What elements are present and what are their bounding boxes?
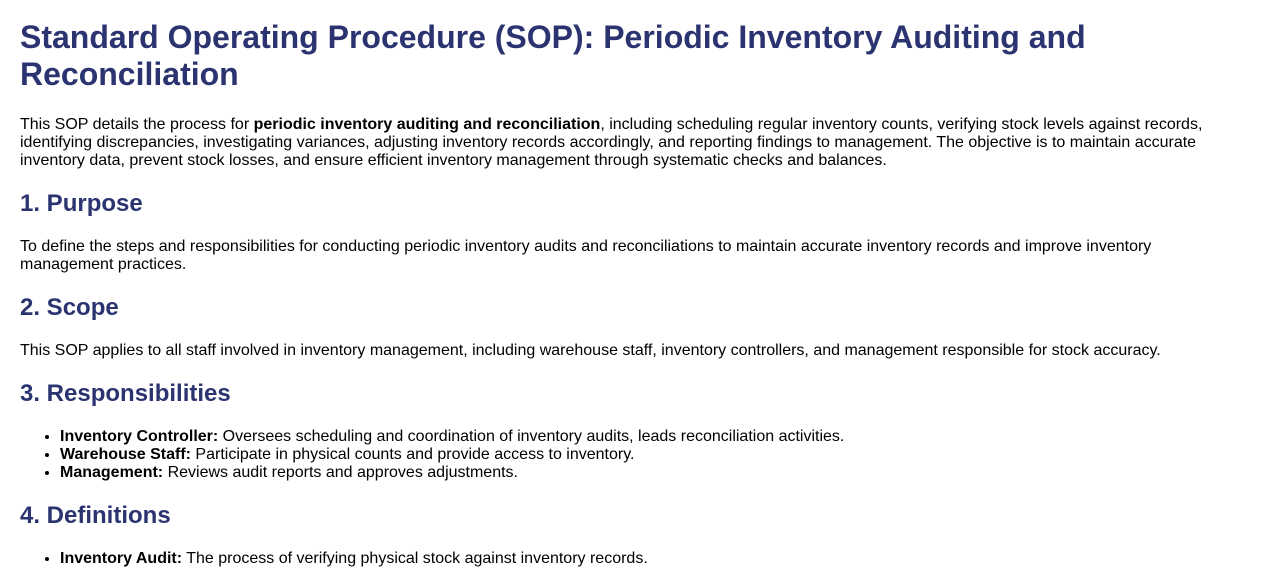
section-heading-scope: 2. Scope: [20, 294, 119, 321]
list-item-term: Management:: [60, 464, 164, 481]
intro-paragraph: [20, 116, 1243, 170]
intro-text-end: , including scheduling regular inventory counts, verifying stock levels against records, identifying discrepancies, investigating variances, adjusting inventory records accordingly, and reporting findings to management. The objective is to maintain accurate inventory data, prevent stock losses, and ensure efficient inventory management through systematic checks and balances.: [20, 116, 1203, 169]
list-item-term: Warehouse Staff:: [60, 446, 191, 463]
list-item: [60, 446, 1243, 464]
list-item: [60, 428, 1243, 446]
intro-bold-phrase: periodic inventory auditing and reconciliation: [253, 116, 601, 133]
definitions-list: [20, 550, 1243, 567]
section-text-scope: This SOP applies to all staff involved in inventory management, including warehouse staff, inventory controllers, and management responsible for stock accuracy.: [20, 342, 1161, 359]
list-item-desc: Oversees scheduling and coordination of inventory audits, leads reconciliation activities.: [218, 428, 845, 445]
section-heading-responsibilities: 3. Responsibilities: [20, 380, 231, 407]
section-text-purpose: To define the steps and responsibilities for conducting periodic inventory audits and reconciliations to maintain accurate inventory records and improve inventory management practices.: [20, 238, 1152, 273]
list-item-desc: Reviews audit reports and approves adjustments.: [163, 464, 518, 481]
section-heading-definitions: 4. Definitions: [20, 502, 171, 529]
list-item: [60, 464, 1243, 482]
page-title: Standard Operating Procedure (SOP): Periodic Inventory Auditing and Reconciliation: [20, 19, 1086, 92]
list-item-desc: The process of verifying physical stock against inventory records.: [182, 550, 648, 567]
responsibilities-list: [20, 428, 1243, 482]
list-item-term: Inventory Controller:: [60, 428, 219, 445]
document-page: [0, 19, 1263, 567]
list-item-term: Inventory Audit:: [60, 550, 183, 567]
section-heading-purpose: 1. Purpose: [20, 190, 143, 217]
list-item: [60, 550, 1243, 567]
intro-text-start: This SOP details the process for: [20, 116, 254, 133]
list-item-desc: Participate in physical counts and provide access to inventory.: [190, 446, 635, 463]
